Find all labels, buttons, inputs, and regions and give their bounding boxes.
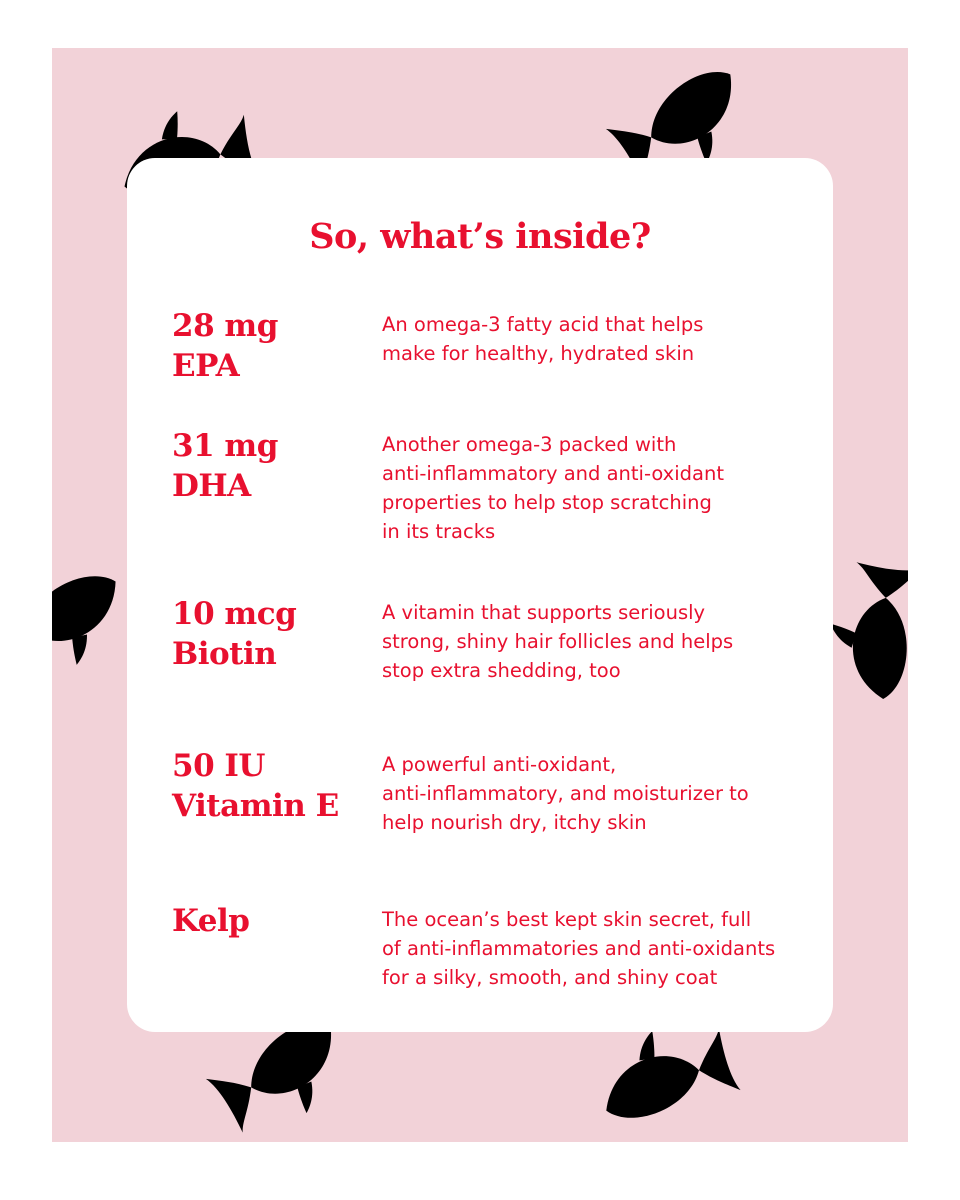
ingredient-quantity: 28 mg — [172, 308, 278, 344]
ingredient-description: A powerful anti-oxidant, anti-inflammatory, and moisturizer to help nourish dry, itchy skin — [382, 753, 749, 834]
ingredient-name: Biotin — [172, 636, 277, 672]
ingredient-name: DHA — [172, 468, 251, 504]
fish-icon — [52, 567, 138, 689]
ingredient-description: Another omega-3 packed with anti-inflammatory and anti-oxidant properties to help stop scratching in its tracks — [382, 433, 724, 543]
ingredient-amount — [172, 594, 372, 674]
ingredient-quantity: 10 mcg — [172, 596, 297, 632]
ingredient-description: A vitamin that supports seriously strong, shiny hair follicles and helps stop extra shedding, too — [382, 601, 734, 682]
ingredients-card — [127, 158, 833, 1032]
page-title: So, what’s inside? — [309, 216, 651, 257]
ingredient-amount — [172, 306, 372, 386]
ingredient-description: The ocean’s best kept skin secret, full of anti-inflammatories and anti-oxidants for a silky, smooth, and shiny coat — [382, 908, 776, 989]
ingredient-description: An omega-3 fatty acid that helps make for healthy, hydrated skin — [382, 313, 704, 365]
ingredient-name: Kelp — [172, 903, 250, 939]
ingredient-quantity: 50 IU — [172, 748, 265, 784]
ingredient-amount — [172, 426, 372, 506]
ingredient-quantity: 31 mg — [172, 428, 278, 464]
ingredient-amount — [172, 901, 372, 941]
ingredient-name: Vitamin E — [172, 788, 339, 824]
ingredient-amount — [172, 746, 372, 826]
ingredient-name: EPA — [172, 348, 240, 384]
